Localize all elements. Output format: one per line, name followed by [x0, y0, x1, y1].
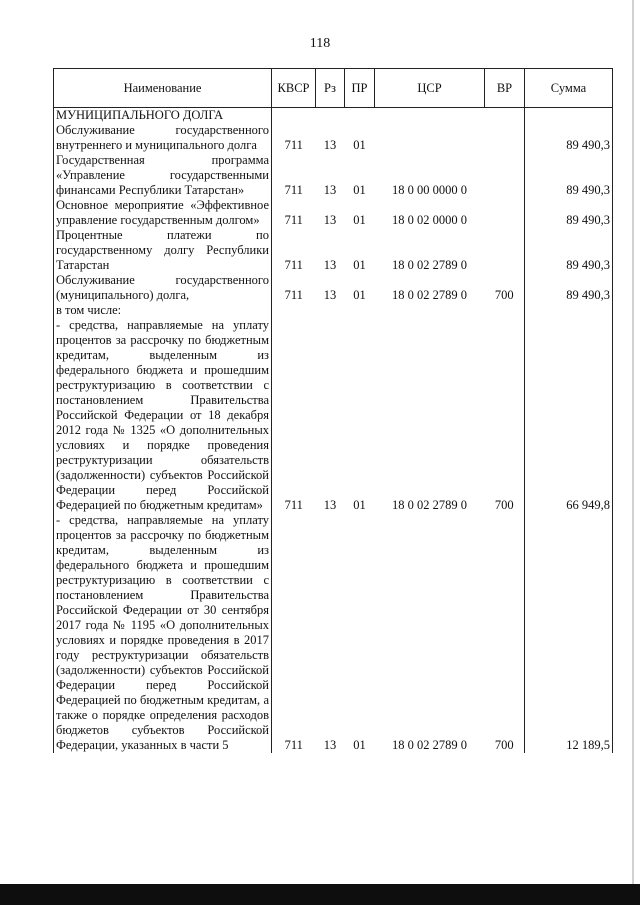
row-rz: 13	[323, 213, 337, 227]
row-rz	[316, 108, 345, 124]
header-vr: ВР	[485, 69, 525, 108]
scan-bottom-bar	[0, 884, 640, 905]
row-name: Обслуживание государственного внутреннего и муниципального долга	[54, 123, 272, 153]
page-number: 118	[309, 36, 331, 51]
table-row	[54, 513, 613, 753]
row-kvsr: 711	[272, 318, 316, 513]
row-csr: 18 0 02 0000 0	[392, 213, 467, 227]
row-kvsr: 711	[272, 273, 316, 303]
row-csr: 18 0 02 2789 0	[392, 258, 467, 272]
row-csr	[375, 108, 485, 124]
row-kvsr: 711	[272, 513, 316, 753]
table-row	[54, 123, 613, 153]
header-name: Наименование	[54, 69, 272, 108]
row-csr: 18 0 02 2789 0	[392, 498, 467, 512]
table-row	[54, 198, 613, 228]
header-kvsr: КВСР	[272, 69, 316, 108]
header-sum: Сумма	[525, 69, 613, 108]
row-kvsr	[272, 303, 316, 318]
row-csr: 18 0 02 2789 0	[392, 738, 467, 752]
row-vr	[485, 153, 525, 198]
row-name: Обслуживание государственного (муниципального) долга,	[54, 273, 272, 303]
row-rz: 13	[323, 498, 337, 512]
row-rz: 13	[323, 183, 337, 197]
budget-table	[53, 68, 613, 753]
row-sum: 66 949,8	[525, 318, 613, 513]
row-kvsr: 711	[272, 153, 316, 198]
row-pr: 01	[353, 738, 366, 752]
row-pr: 01	[353, 258, 366, 272]
row-vr	[485, 303, 525, 318]
row-sum: 12 189,5	[525, 513, 613, 753]
row-sum: 89 490,3	[525, 198, 613, 228]
row-csr: 18 0 00 0000 0	[392, 183, 467, 197]
row-pr: 01	[353, 183, 366, 197]
table-row	[54, 153, 613, 198]
row-sum: 89 490,3	[525, 153, 613, 198]
row-pr	[345, 303, 375, 318]
row-name: МУНИЦИПАЛЬНОГО ДОЛГА	[54, 108, 272, 124]
row-sum	[525, 303, 613, 318]
row-vr	[485, 198, 525, 228]
row-csr: 18 0 02 2789 0	[392, 288, 467, 302]
row-name: в том числе:	[54, 303, 272, 318]
row-vr: 700	[485, 273, 525, 303]
row-kvsr	[272, 108, 316, 124]
table-header-row	[54, 69, 613, 108]
table-row	[54, 318, 613, 513]
row-kvsr: 711	[272, 123, 316, 153]
table-row	[54, 273, 613, 303]
table-row	[54, 303, 613, 318]
row-rz: 13	[323, 288, 337, 302]
row-pr: 01	[353, 288, 366, 302]
row-sum	[525, 108, 613, 124]
row-csr	[375, 303, 485, 318]
row-sum: 89 490,3	[525, 228, 613, 273]
row-name: - средства, направляемые на уплату процентов за рассрочку по бюджетным кредитам, выделенным из федерального бюджета и прошедшим реструктуризацию в соответствии с постановлением Правительства Российской Федерации от 30 сентября 2017 года № 1195 «О дополнительных условиях и порядке проведения в 2017 году реструктуризации обязательств (задолженности) субъектов Российской Федерации перед Российской Федерацией по бюджетным кредитам, а также о порядке определения расходов бюджетов субъектов Российской Федерации, указанных в части 5	[54, 513, 272, 753]
row-pr: 01	[353, 498, 366, 512]
row-rz: 13	[323, 738, 337, 752]
row-rz	[316, 303, 345, 318]
row-kvsr: 711	[272, 198, 316, 228]
row-sum: 89 490,3	[525, 123, 613, 153]
table-row	[54, 108, 613, 124]
row-name: Государственная программа «Управление государственными финансами Республики Татарстан»	[54, 153, 272, 198]
row-vr: 700	[485, 513, 525, 753]
row-rz: 13	[323, 258, 337, 272]
header-csr: ЦСР	[375, 69, 485, 108]
row-name: Процентные платежи по государственному долгу Республики Татарстан	[54, 228, 272, 273]
row-pr: 01	[353, 138, 366, 152]
row-kvsr: 711	[272, 228, 316, 273]
row-vr	[485, 108, 525, 124]
row-csr	[375, 123, 485, 153]
row-rz: 13	[323, 138, 337, 152]
row-sum: 89 490,3	[525, 273, 613, 303]
row-name: - средства, направляемые на уплату процентов за рассрочку по бюджетным кредитам, выделенным из федерального бюджета и прошедшим реструктуризацию в соответствии с постановлением Правительства Российской Федерации от 18 декабря 2012 года № 1325 «О дополнительных условиях и порядке проведения реструктуризации обязательств (задолженности) субъектов Российской Федерации перед Российской Федерацией по бюджетным кредитам»	[54, 318, 272, 513]
row-pr	[345, 108, 375, 124]
row-pr: 01	[353, 213, 366, 227]
row-vr	[485, 228, 525, 273]
scan-edge-line	[632, 0, 634, 905]
row-vr	[485, 123, 525, 153]
table-row	[54, 228, 613, 273]
row-name: Основное мероприятие «Эффективное управление государственным долгом»	[54, 198, 272, 228]
header-pr: ПР	[345, 69, 375, 108]
header-rz: Рз	[316, 69, 345, 108]
row-vr: 700	[485, 318, 525, 513]
